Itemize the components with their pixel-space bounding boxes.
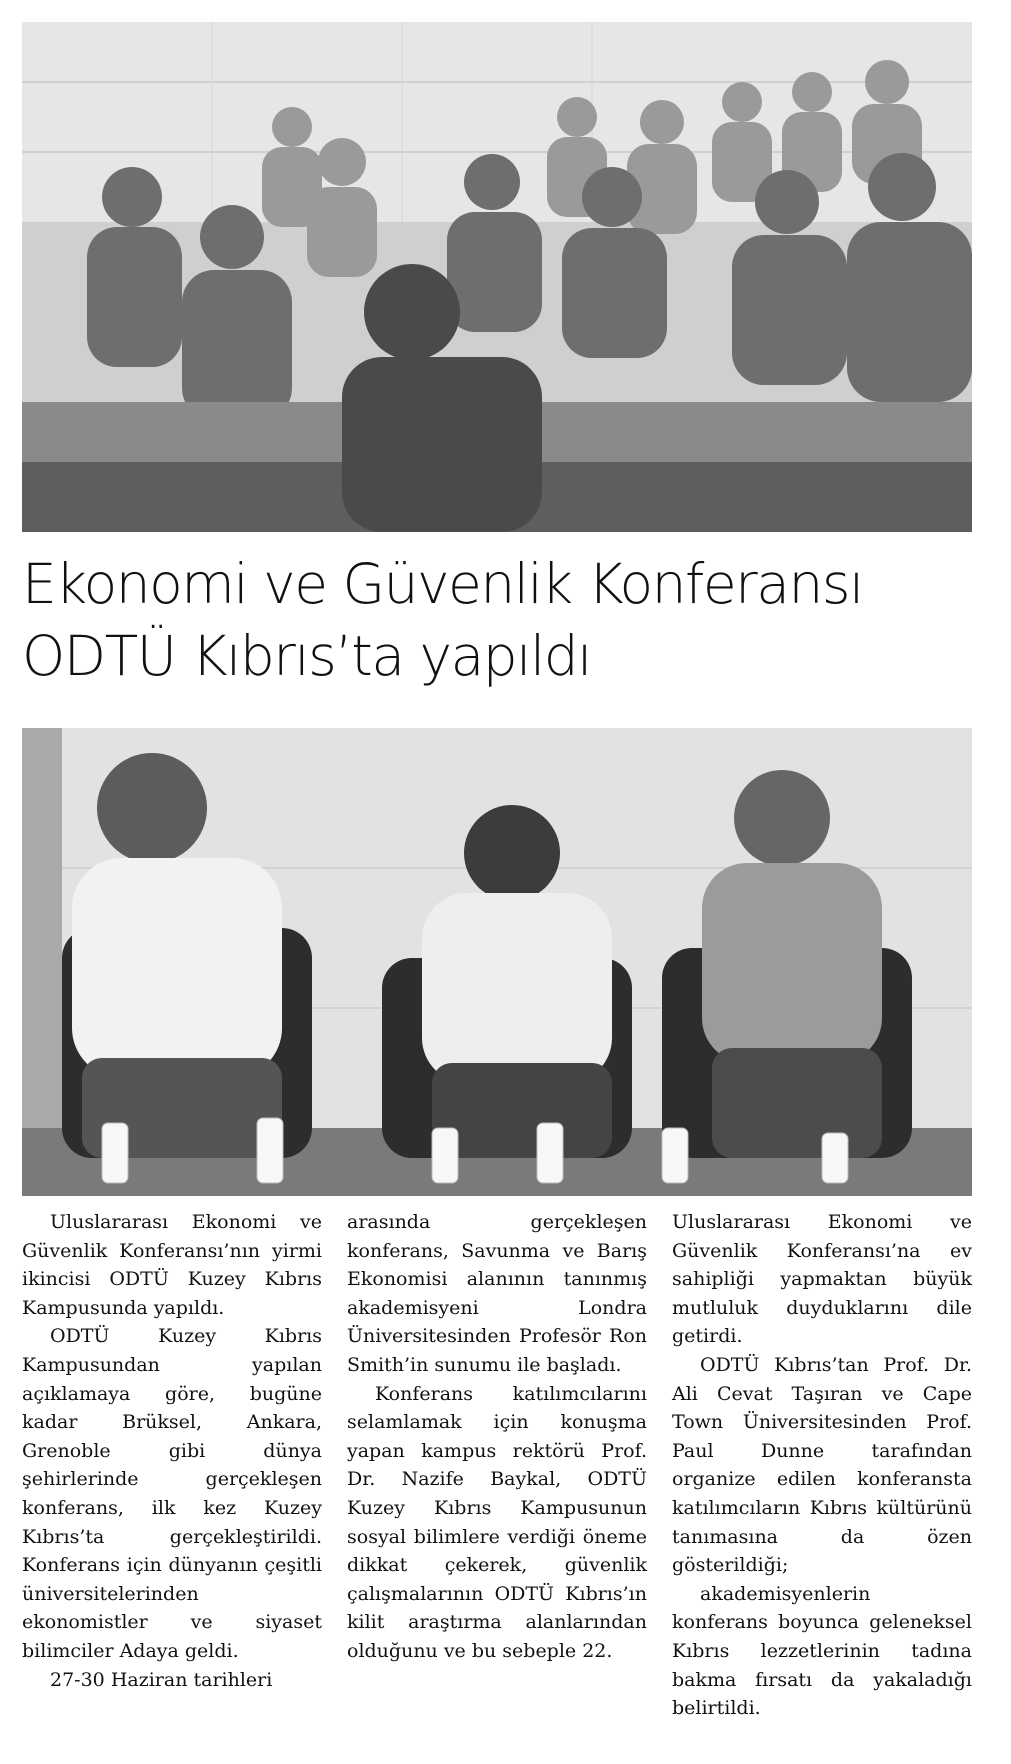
paragraph: Konferans katılımcılarını selamlamak için konuşma yapan kampus rektörü Prof. Dr. Nazife Baykal, ODTÜ Kuzey Kıbrıs Kampusunun sosyal bilimlere verdiği öneme dikkat çekerek, güvenlik çalışmalarının ODTÜ Kıbrıs’ın kilit araştırma alanlarından olduğunu ve bu sebeple 22. — [347, 1382, 647, 1662]
headline-line-1: Ekonomi ve Güvenlik Konferansı — [22, 552, 863, 616]
paragraph: arasında gerçekleşen konferans, Savunma ve Barış Ekonomisi alanının tanınmış akademisyeni Londra Üniversitesinden Profesör Ron Smith’in sunumu ile başladı. — [347, 1211, 647, 1376]
paragraph: 27-30 Haziran tarihleri — [50, 1668, 273, 1691]
headline — [22, 548, 982, 692]
paragraph: ODTÜ Kıbrıs’tan Prof. Dr. Ali Cevat Taşıran ve Cape Town Üniversitesinden Prof. Paul Dunne tarafından organize edilen konferansta katılımcıların Kıbrıs kültürünü tanımasına da özen gösterildiği; — [672, 1353, 972, 1577]
paragraph: Uluslararası Ekonomi ve Güvenlik Konferansı’na ev sahipliği yapmaktan büyük mutluluk duyduklarını dile getirdi. — [672, 1211, 972, 1348]
column-1 — [22, 1208, 322, 1738]
article-body — [22, 1208, 972, 1738]
paragraph: Uluslararası Ekonomi ve Güvenlik Konferansı’nın yirmi ikincisi ODTÜ Kuzey Kıbrıs Kampusunda yapıldı. — [22, 1211, 322, 1319]
paragraph: ODTÜ Kuzey Kıbrıs Kampusundan yapılan açıklamaya göre, bugüne kadar Brüksel, Ankara, Grenoble gibi dünya şehirlerinde gerçekleşen konferans, ilk kez Kuzey Kıbrıs’ta gerçekleştirildi. Konferans için dünyanın çeşitli üniversitelerinden ekonomistler ve siyaset bilimciler Adaya geldi. — [22, 1325, 322, 1662]
panel-photo — [22, 728, 972, 1196]
paragraph: akademisyenlerin konferans boyunca geleneksel Kıbrıs lezzetlerinin tadına bakma fırsatı da yakaladığı belirtildi. — [672, 1582, 972, 1720]
column-3 — [672, 1208, 972, 1738]
column-2 — [347, 1208, 647, 1738]
headline-line-2: ODTÜ Kıbrıs’ta yapıldı — [22, 624, 591, 688]
audience-photo — [22, 22, 972, 532]
